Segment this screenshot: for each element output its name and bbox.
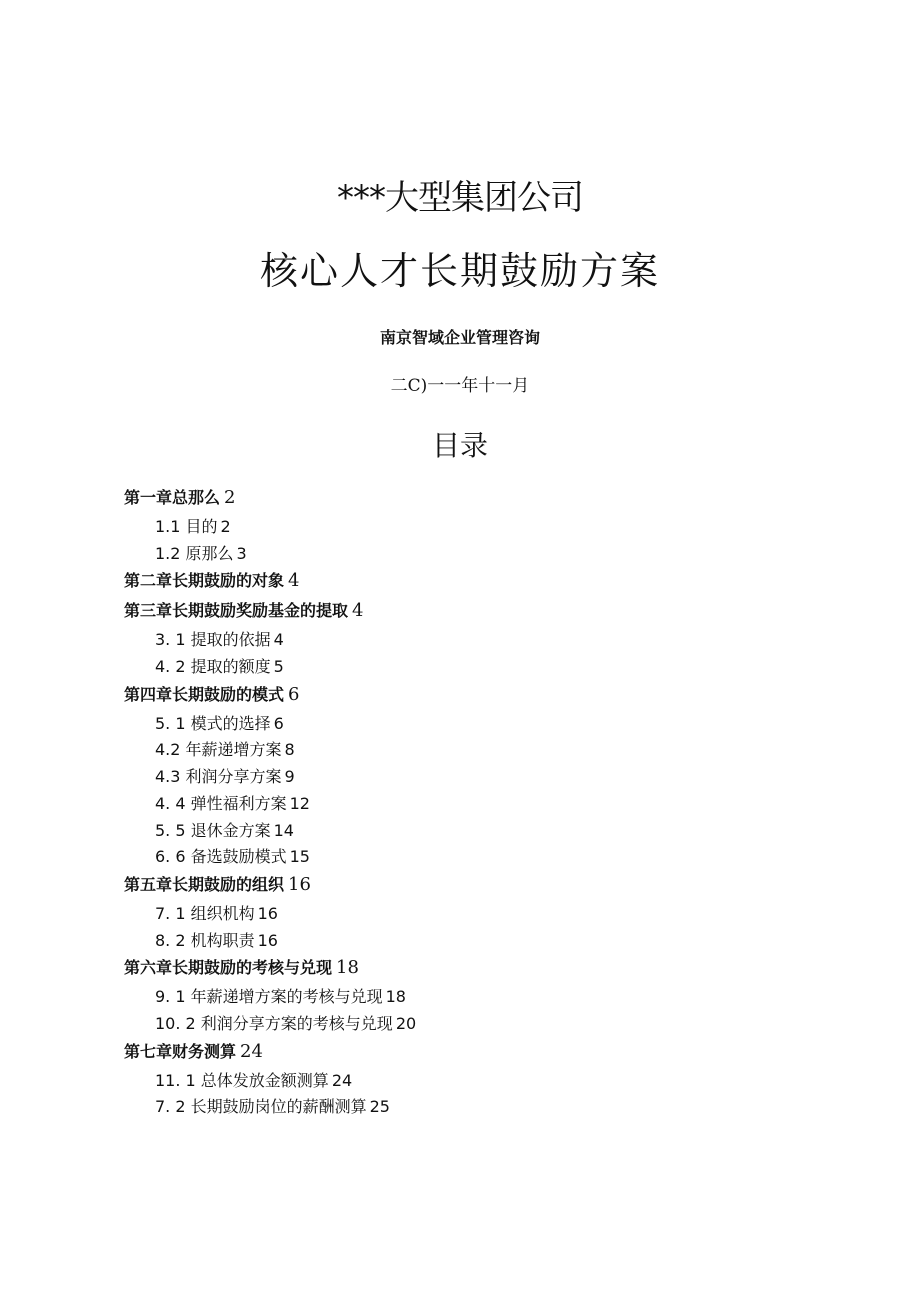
toc-entry-page: 2 (224, 487, 236, 508)
toc-section-entry[interactable] (124, 627, 824, 654)
toc-entry-text: 1.1 目的 (155, 517, 218, 536)
toc-entry-text: 4. 4 弹性福利方案 (155, 793, 287, 813)
toc-section-entry[interactable] (124, 737, 824, 764)
toc-entry-text: 11. 1 总体发放金额测算 (155, 1070, 329, 1090)
toc-entry-page: 4 (273, 630, 284, 650)
toc-entry-text: 9. 1 年薪递增方案的考核与兑现 (155, 987, 383, 1007)
toc-chapter-entry[interactable] (124, 871, 824, 901)
toc-entry-page: 4 (352, 600, 364, 622)
toc-section-entry[interactable] (124, 711, 824, 738)
toc-section-entry[interactable] (124, 514, 824, 541)
toc-section-entry[interactable] (124, 764, 824, 791)
toc-entry-text: 第一章总那么 (124, 488, 221, 507)
toc-entry-page: 16 (257, 903, 278, 923)
toc-entry-text: 10. 2 利润分享方案的考核与兑现 (155, 1013, 393, 1033)
toc-entry-page: 2 (220, 517, 231, 536)
toc-entry-page: 16 (288, 873, 311, 895)
toc-chapter-entry[interactable] (124, 484, 824, 514)
toc-entry-page: 24 (240, 1040, 263, 1062)
toc-entry-page: 12 (289, 793, 310, 813)
toc-entry-text: 3. 1 提取的依据 (155, 630, 271, 650)
toc-entry-page: 25 (369, 1097, 390, 1117)
toc-entry-page: 18 (336, 957, 359, 979)
toc-section-entry[interactable] (124, 791, 824, 818)
toc-entry-text: 4.2 年薪递增方案 (155, 740, 282, 760)
toc-entry-text: 1.2 原那么 (155, 543, 234, 563)
toc-section-entry[interactable] (124, 654, 824, 681)
toc-section-entry[interactable] (124, 928, 824, 955)
toc-chapter-entry[interactable] (124, 681, 824, 711)
plan-title: 核心人才长期鼓励方案 (259, 249, 660, 293)
toc-section-entry[interactable] (124, 901, 824, 928)
toc-section-entry[interactable] (124, 984, 824, 1011)
toc-entry-text: 4. 2 提取的额度 (155, 657, 271, 677)
toc-chapter-entry[interactable] (124, 1038, 824, 1068)
toc-chapter-entry[interactable] (124, 597, 824, 627)
toc-entry-text: 5. 5 退休金方案 (155, 820, 271, 840)
toc-entry-page: 16 (257, 930, 278, 950)
toc-entry-page: 4 (288, 570, 300, 592)
company-title: ***大型集团公司 (337, 178, 583, 218)
toc-chapter-entry[interactable] (124, 954, 824, 984)
toc-entry-text: 第六章长期鼓励的考核与兑现 (124, 958, 333, 978)
toc-entry-page: 14 (273, 820, 294, 840)
toc-section-entry[interactable] (124, 1094, 824, 1121)
toc-entry-page: 5 (273, 657, 284, 677)
toc-entry-text: 7. 2 长期鼓励岗位的薪酬测算 (155, 1097, 367, 1117)
toc-section-entry[interactable] (124, 818, 824, 845)
document-date: 二C)一一年十一月 (390, 376, 530, 396)
toc-entry-text: 第五章长期鼓励的组织 (124, 874, 285, 894)
toc-entry-text: 第七章财务测算 (124, 1041, 237, 1061)
toc-entry-page: 24 (331, 1070, 353, 1090)
toc-entry-page: 6 (288, 683, 300, 705)
toc-section-entry[interactable] (124, 1068, 824, 1095)
toc-entry-text: 8. 2 机构职责 (155, 930, 255, 950)
consultant-name: 南京智域企业管理咨询 (379, 328, 540, 347)
table-of-contents (124, 484, 824, 1121)
toc-entry-page: 18 (385, 987, 406, 1007)
toc-entry-page: 15 (289, 847, 310, 867)
toc-entry-text: 第三章长期鼓励奖励基金的提取 (124, 601, 349, 621)
toc-section-entry[interactable] (124, 844, 824, 871)
toc-entry-page: 20 (395, 1013, 417, 1033)
toc-entry-text: 6. 6 备选鼓励模式 (155, 847, 287, 867)
toc-entry-text: 第二章长期鼓励的对象 (124, 571, 285, 591)
toc-entry-text: 4.3 利润分享方案 (155, 767, 282, 787)
toc-section-entry[interactable] (124, 541, 824, 568)
toc-chapter-entry[interactable] (124, 567, 824, 597)
toc-entry-page: 8 (284, 740, 295, 760)
toc-heading: 目录 (431, 429, 488, 462)
toc-entry-text: 5. 1 模式的选择 (155, 713, 271, 733)
toc-entry-page: 9 (284, 767, 295, 787)
toc-section-entry[interactable] (124, 1011, 824, 1038)
toc-entry-text: 7. 1 组织机构 (155, 903, 255, 923)
toc-entry-text: 第四章长期鼓励的模式 (124, 684, 285, 704)
toc-entry-page: 6 (273, 713, 284, 733)
toc-entry-page: 3 (236, 543, 247, 563)
